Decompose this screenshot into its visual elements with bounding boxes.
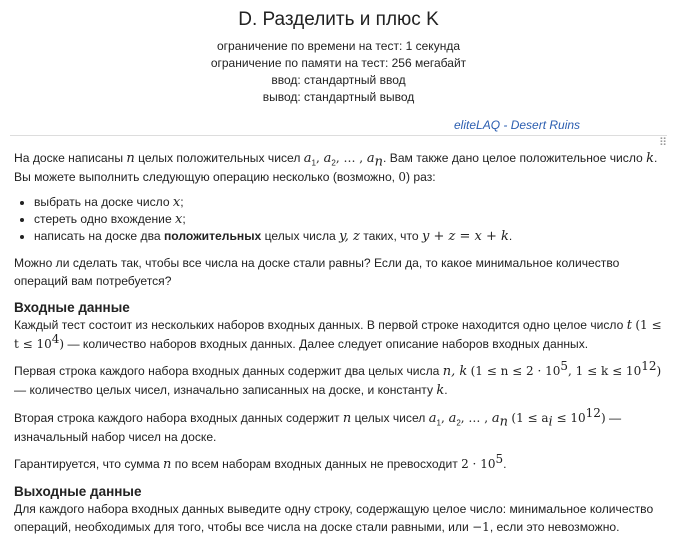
credit-author: eliteLAQ [454, 118, 501, 132]
header-divider [10, 135, 667, 136]
output-file: вывод: стандартный вывод [262, 90, 415, 104]
author-credit-link[interactable] [454, 118, 580, 132]
output-paragraph: Для каждого набора входных данных выведите одну строку, содержащую целое число: минимальное количество операций, необходимых для того, чтобы все числа на доске стали равными, или −1, если это невозможно. [14, 502, 654, 534]
problem-statement [14, 149, 666, 536]
input-file: ввод: стандартный ввод [271, 73, 406, 87]
drag-handle-icon[interactable]: ⠿ [658, 137, 666, 149]
input-paragraph-2: Первая строка каждого набора входных данных содержит два целых числа n, k ($1 \le n \le 2 \cdot 10^5$, $1 \le k \le 10^{12}$) — количество целых чисел, изначально записанных на доске, и константу k. [14, 358, 662, 398]
problem-header [0, 8, 677, 106]
input-heading: Входные данные [14, 300, 130, 315]
legend-paragraph: На доске написаны n целых положительных чисел $a_1$, $a_2$, … , $a_n$. Вам также дано целое положительное число k. Вы можете выполнить следующую операцию несколько (возможно, 0) раз: [14, 151, 658, 184]
page-title: D. Разделить и плюс K [238, 9, 439, 30]
list-item: • выбрать на доске число x; [34, 194, 666, 211]
input-paragraph-4: Гарантируется, что сумма n по всем наборам входных данных не превосходит $2 \cdot 10^5$. [14, 451, 507, 472]
output-heading: Выходные данные [14, 484, 142, 499]
list-item: • написать на доске два положительных целых числа y, z таких, что y + z = x + k. [34, 228, 666, 245]
operation-list [14, 194, 666, 245]
input-paragraph-1: Каждый тест состоит из нескольких наборов входных данных. В первой строке находится одно целое число t $(1 \le t \le 10^4)$ — количество наборов входных данных. Далее следует описание наборов входных данных. [14, 318, 662, 351]
credit-separator: - [500, 118, 511, 132]
input-paragraph-3: Вторая строка каждого набора входных данных содержит n целых чисел $a_1$, $a_2$, … , $a_n$ $(1 \le a_i \le 10^{12})$ — изначальный набор чисел на доске. [14, 405, 622, 444]
time-limit: ограничение по времени на тест: 1 секунда [216, 39, 460, 53]
memory-limit: ограничение по памяти на тест: 256 мегабайт [210, 56, 467, 70]
list-item: • стереть одно вхождение x; [34, 211, 666, 228]
question-paragraph: Можно ли сделать так, чтобы все числа на доске стали равны? Если да, то какое минимальное количество операций вам потребуется? [14, 256, 620, 288]
credit-title: Desert Ruins [510, 118, 581, 132]
